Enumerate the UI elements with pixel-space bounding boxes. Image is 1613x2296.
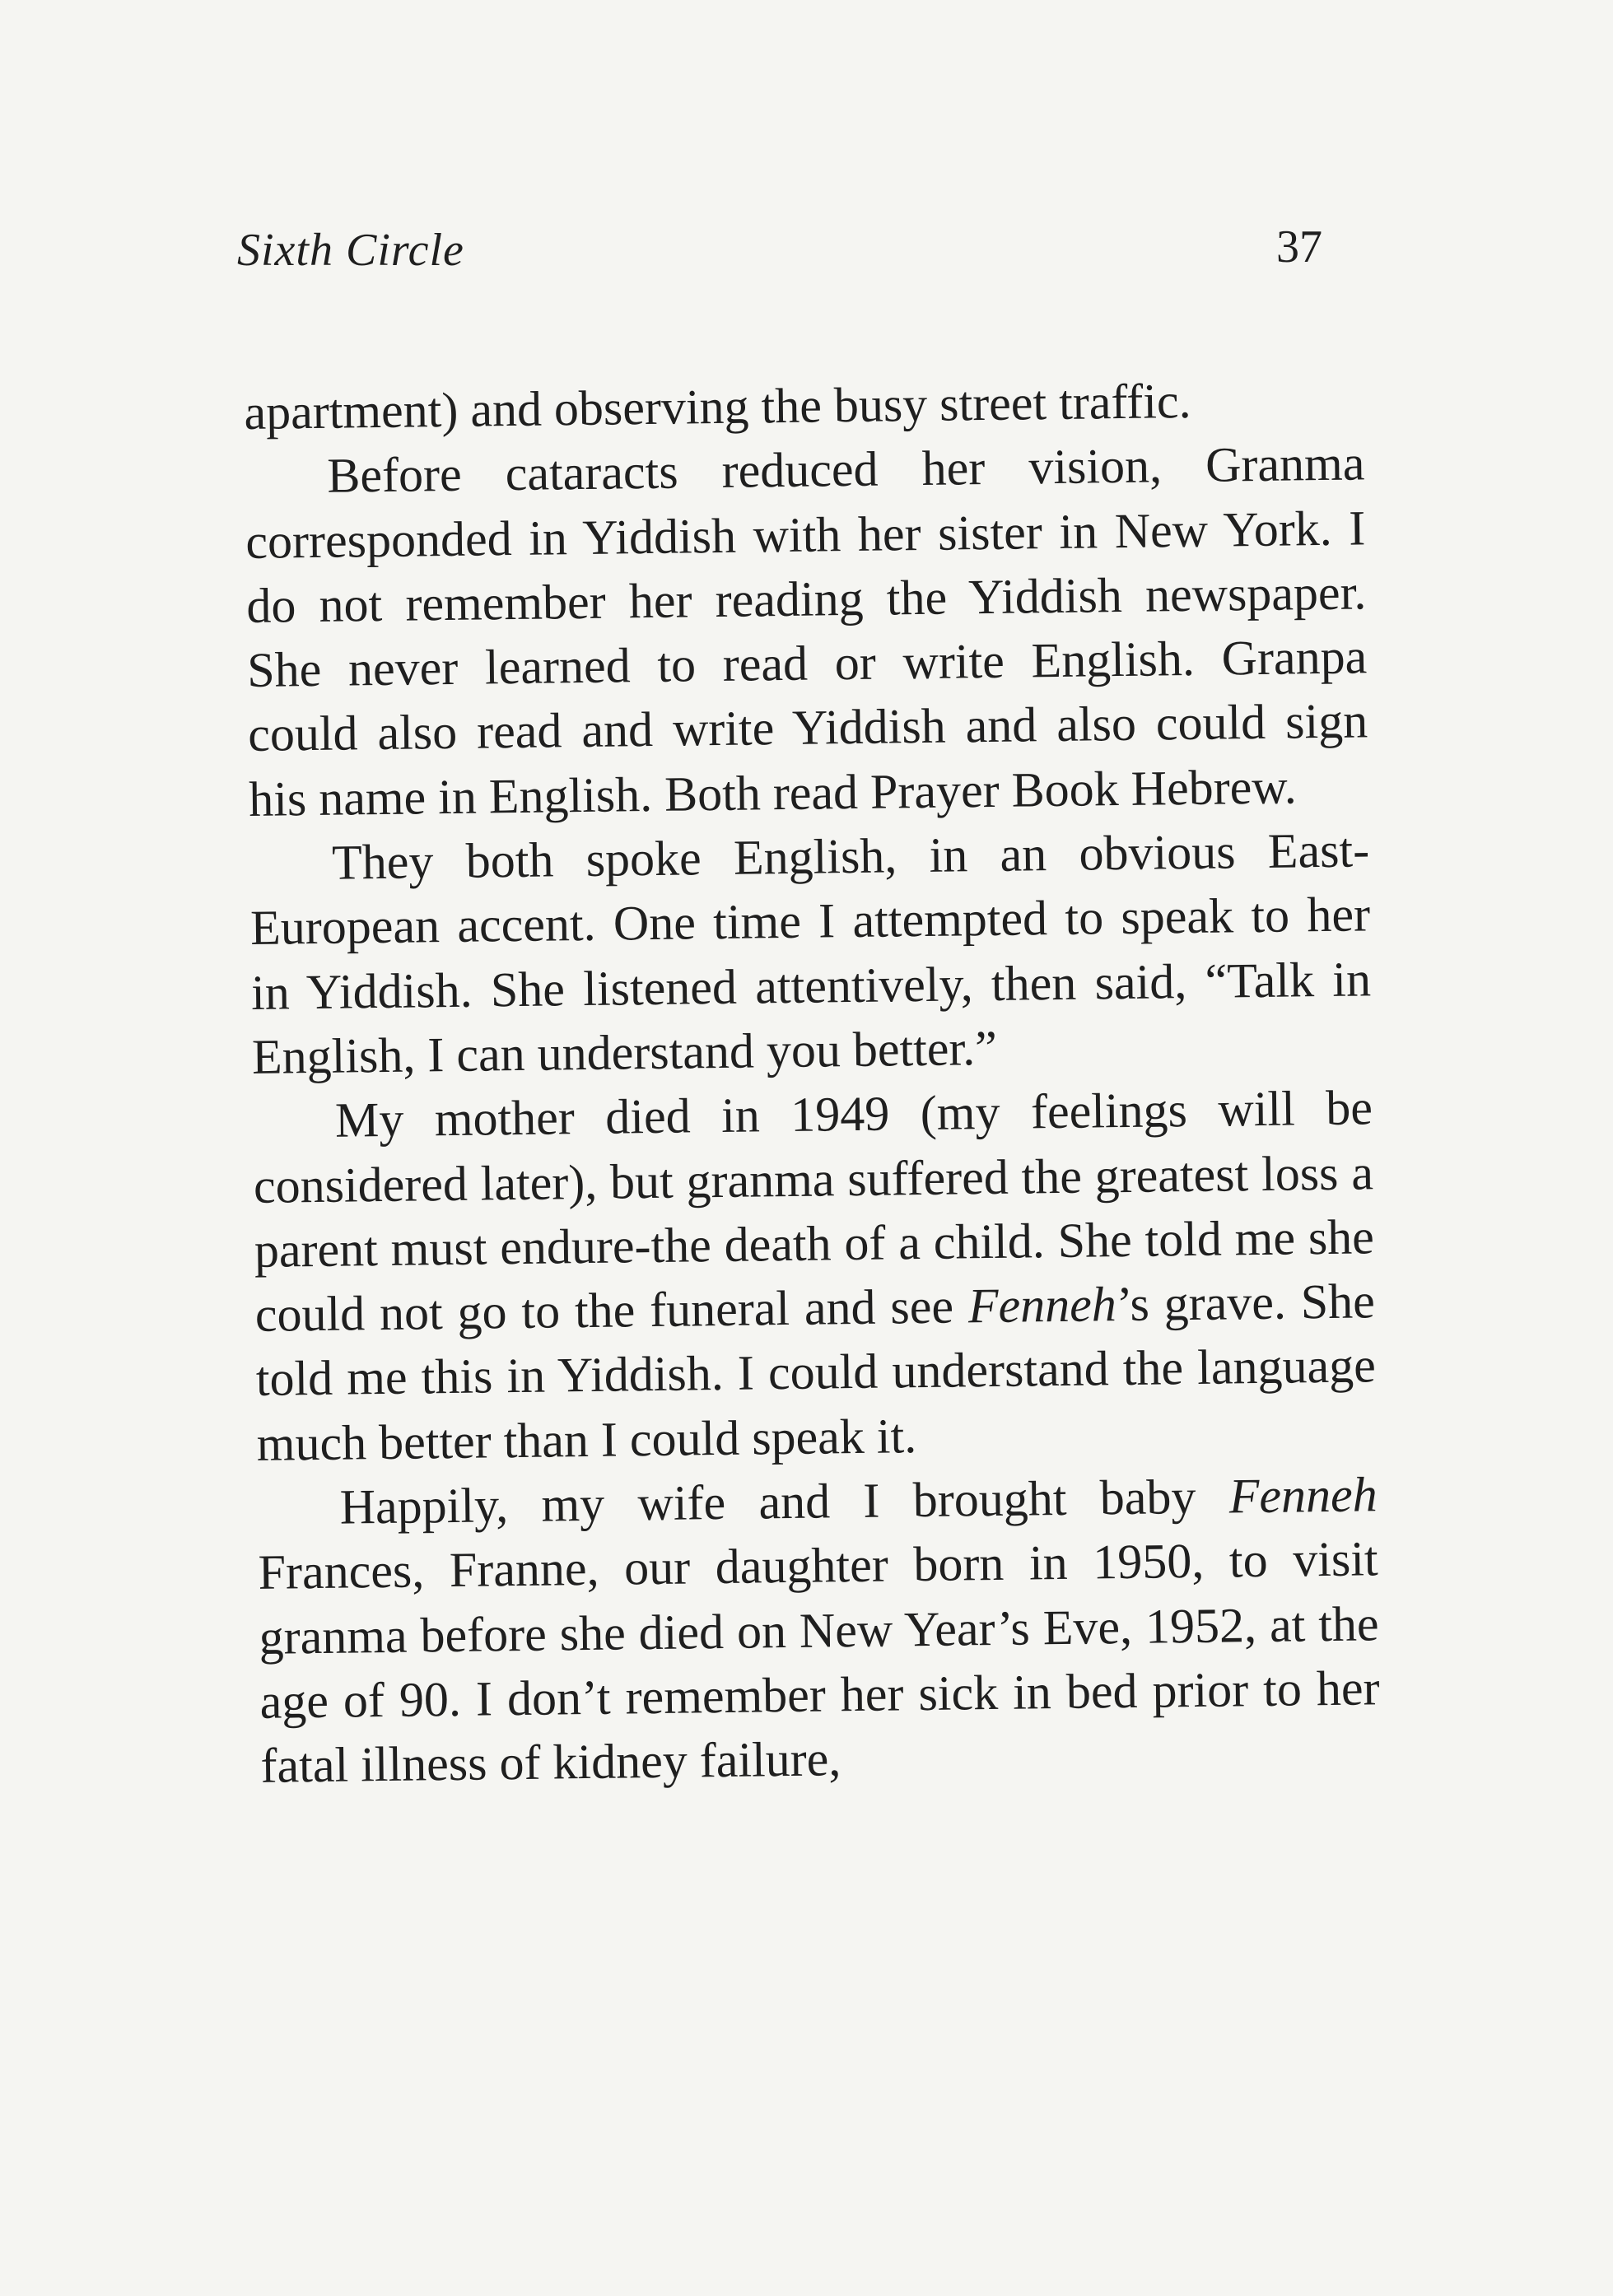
text-segment: ’s grave. She told me this in Yiddish. I could understand the language much better than I could speak it. — [255, 1274, 1377, 1471]
paragraph — [253, 1076, 1378, 1476]
paragraph — [257, 1462, 1381, 1798]
paragraph — [249, 817, 1373, 1089]
italic-name: Fenneh — [1228, 1467, 1378, 1524]
paragraph — [245, 431, 1369, 831]
page-number: 37 — [1276, 221, 1322, 272]
body-text — [244, 366, 1381, 1798]
text-segment: Frances, Franne, our daughter born in 1950, to visit granma before she died on New Year’s Eve, 1952, at the age of 90. I don’t remember her sick in bed prior to her fatal illness of kidney failure, — [258, 1531, 1380, 1794]
text-segment: apartment) and observing the busy street traffic. — [244, 373, 1191, 440]
text-segment: My mother died in 1949 (my feelings will be considered later), but granma suffered the greatest loss a parent must endure-the death of a child. She told me she could not go to the funeral and see — [253, 1080, 1375, 1343]
text-segment: Happily, my wife and I brought baby — [339, 1469, 1230, 1535]
italic-name: Fenneh — [967, 1277, 1117, 1334]
text-segment: They both spoke English, in an obvious East-European accent. One time I attempted to speak to her in Yiddish. She listened attentively, then said, “Talk in English, I can understand you better.” — [249, 822, 1372, 1084]
running-head-title: Sixth Circle — [237, 225, 464, 276]
text-segment: Before cataracts reduced her vision, Granma corresponded in Yiddish with her sister in New York. I do not remember her reading the Yiddish newspaper. She never learned to read or write English. Granpa could also read and write Yiddish and also could sign his name in English. Both read Prayer Book Hebrew. — [245, 435, 1368, 827]
